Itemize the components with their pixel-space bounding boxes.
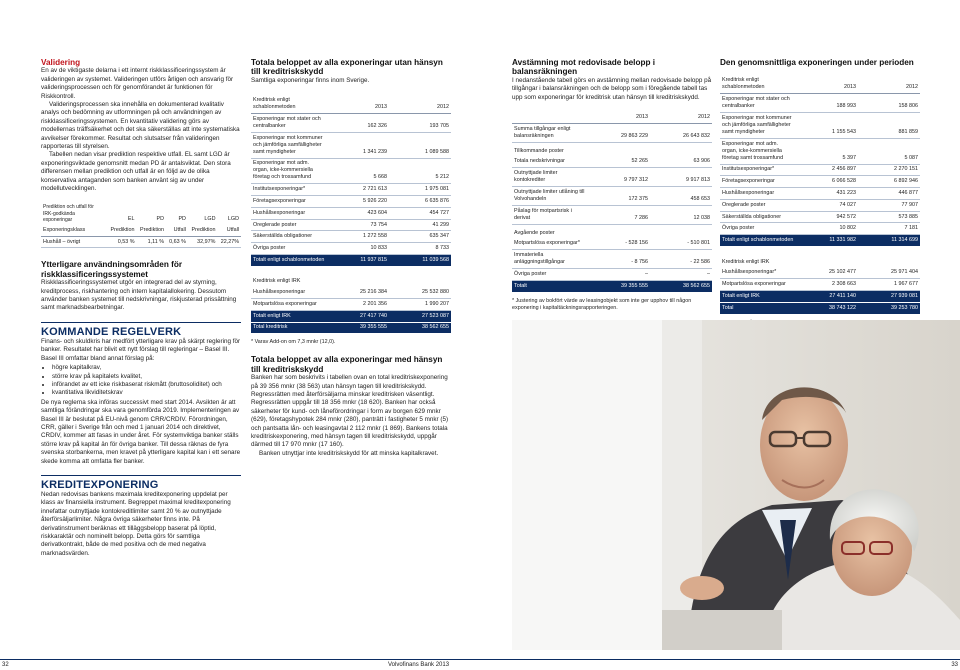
table-row <box>251 287 451 298</box>
row-label: Exponeringar mot kommuner och jämförliga samfälligheter samt myndigheter <box>251 132 327 158</box>
row-label: Exponeringar mot adm. organ, icke-kommersiella företag och trossamfund <box>251 158 327 184</box>
value-2013: 5 668 <box>327 158 389 184</box>
table-row <box>720 223 920 235</box>
exposure-without-protection-heading: Totala beloppet av alla exponeringar utan hänsyn till kreditriskskydd <box>251 58 443 77</box>
value-2013: 1 155 543 <box>796 112 858 138</box>
row-label: Totalt enligt IRK <box>251 310 327 322</box>
section-label: Kreditrisk enligt IRK <box>253 278 301 285</box>
row-label: Exponeringar mot kommuner och jämförliga samfälligheter samt myndigheter <box>720 112 796 138</box>
row-label: Motpartslösa exponeringar <box>251 298 327 310</box>
value-2012: 38 562 655 <box>389 322 451 334</box>
value-2012: 193 705 <box>389 114 451 133</box>
column-left <box>41 58 241 558</box>
value-2012 <box>650 224 712 238</box>
value-2012: 11 314 699 <box>858 235 920 247</box>
value-2012: 6 892 946 <box>858 176 920 188</box>
row-label: Motpartslösa exponeringar <box>720 279 796 291</box>
table-spacer <box>251 266 451 273</box>
row-label: Totalt enligt IRK <box>720 290 796 302</box>
table-row <box>41 236 241 248</box>
kommande-regelverk-heading: KOMMANDE REGELVERK <box>41 322 241 338</box>
table-row <box>251 207 451 219</box>
row-label: Hushållsexponeringar <box>720 188 796 200</box>
value-2013: 5 926 220 <box>327 196 389 208</box>
row-label: Övriga poster <box>512 269 588 281</box>
row-label: Företagsexponeringar <box>720 176 796 188</box>
table-section-row <box>512 142 712 156</box>
validation-paragraph-1: En av de viktigaste delarna i ett internt riskklassificeringssystem är valideringen av systemet. Valideringen utförs årligen och ansvarig för valideringsprocessen och för genomförandet är funktionen för Riskkontroll. <box>41 67 234 100</box>
value-2012: 158 806 <box>858 94 920 113</box>
usage-paragraph: Riskklassificeringssystemet utgör en integrerad del av styrning, kreditprocess, riskhantering och intern kapitalallokering. Dessutom använder banken systemet till nedskrivningar, riskjusterad prissättning samt marknadsbearbetningar. <box>41 279 237 312</box>
kreditexponering-paragraph: Nedan redovisas bankens maximala kreditexponering uppdelat per klass av finansiella instrument. Begreppet maximal kreditexponering innefattar outnyttjade kontokreditlimiter samt 20 % av outnyttjade återförsäljarlimiter. Några övriga säkerheter finns inte. På derivatinstrument beräknas ett tilläggsbelopp baserat på löptid, riskkaraktär och nominellt belopp. Detta görs för samtliga derivatkontrakt, både de med positiva och de med negativa marknadsvärden. <box>41 490 231 557</box>
table-row <box>512 239 712 250</box>
row-label: Företagsexponeringar <box>251 196 327 208</box>
cell: 22,27% <box>217 236 241 248</box>
table-row <box>720 267 920 278</box>
value-2013: - 8 756 <box>588 250 650 269</box>
value-2013: 942 572 <box>796 211 858 223</box>
table-header-2012: 2012 <box>389 95 451 113</box>
value-2012: 38 562 655 <box>650 280 712 292</box>
cell: Hushåll – övrigt <box>41 236 107 248</box>
subheader-4: Prediktion <box>188 225 218 236</box>
row-label: Säkerställda obligationer <box>251 231 327 243</box>
table-header-2013: 2013 <box>327 95 389 113</box>
value-2013: 7 286 <box>588 205 650 224</box>
header-el: EL <box>127 216 135 222</box>
table-row <box>251 298 451 310</box>
value-2012: 27 523 087 <box>389 310 451 322</box>
cell: 32,97% <box>188 236 218 248</box>
table-row <box>251 184 451 196</box>
value-2012: 454 727 <box>389 207 451 219</box>
table-total-row <box>720 290 920 302</box>
prediction-table-title: Prediktion och utfall för IRK-godkända exponeringar <box>43 204 94 223</box>
value-2013: 73 754 <box>327 219 389 231</box>
table-row <box>720 199 920 211</box>
value-2013: 25 102 477 <box>796 267 858 278</box>
table-spacer <box>720 247 920 254</box>
value-2012: 881 859 <box>858 112 920 138</box>
page-footer <box>0 659 960 670</box>
value-2012: 1 967 677 <box>858 279 920 291</box>
table-row <box>512 250 712 269</box>
row-label: Oreglerade poster <box>720 199 796 211</box>
value-2012: 11 039 568 <box>389 255 451 267</box>
spacer-cell <box>720 247 920 254</box>
table-total-row <box>251 310 451 322</box>
value-2012: 2 270 151 <box>858 164 920 176</box>
exposure-paragraph: Banken har som beskrivits i tabellen ovan en total kreditriskexponering på 39 356 mnkr (38 563) utan hänsyn tagen till kreditriskskydd. Regressrätten med återförsäljarna minskar kreditrisken väsentligt. Regressrätten uppgår till 18 356 mnkr (18 620). Banken har också säkerheter för kund- och låneförordringar i form av borgen 629 mnkr (629), företagshypotek 284 mnkr (280), panträtt i fastigheter 5 mnkr (5) och pantsatta lån- och leasingavtal 2 112 mnkr (1 869). Bankens totala kreditriskexponering, med hänsyn tagen till kreditriskskydd, uppgår därmed till 17 970 mnkr (17 160). <box>251 374 449 449</box>
subheader-3: Utfall <box>166 225 188 236</box>
table-total-row <box>720 235 920 247</box>
value-2012: 7 181 <box>858 223 920 235</box>
row-label: Institutsexponeringar* <box>720 164 796 176</box>
list-item: • högre kapitalkrav, <box>52 364 241 372</box>
row-label: Totala nedskrivningar <box>512 156 588 167</box>
value-2013: 25 216 384 <box>327 287 389 298</box>
value-2013: 39 355 555 <box>327 322 389 334</box>
table-section-row <box>251 273 451 287</box>
value-2013 <box>588 224 650 238</box>
value-2013: 431 223 <box>796 188 858 200</box>
value-2012: 458 653 <box>650 187 712 206</box>
value-2013: 172 375 <box>588 187 650 206</box>
reconciliation-table <box>512 112 712 293</box>
row-label: Tillkommande poster <box>514 147 564 154</box>
cell: 0,63 % <box>166 236 188 248</box>
value-2013: 52 265 <box>588 156 650 167</box>
table-header-2013: 2013 <box>796 75 858 93</box>
value-2013 <box>588 142 650 156</box>
row-label: Exponeringar mot stater och centralbanker <box>720 94 796 113</box>
value-2012: - 22 586 <box>650 250 712 269</box>
value-2012: – <box>650 269 712 281</box>
row-label: Immateriella anläggningstillgångar <box>512 250 588 269</box>
value-2012: 8 733 <box>389 243 451 255</box>
subheader-1: Prediktion <box>107 225 137 236</box>
table-header-2012: 2012 <box>858 75 920 93</box>
value-2012: 27 939 081 <box>858 290 920 302</box>
validation-paragraph-2: Valideringsprocessen ska innehålla en dokumenterad kvalitativ analys och bedömning av utformningen på och användningen av riskklassificeringssystemen. En kvantitativ validering görs av modellernas träffsäkerhet och det ska säkerställas att inte systematiska avvikelser förekommer. Resultat och slutsatser från valideringen rapporteras till styrelsen. <box>41 101 240 151</box>
table-total-row <box>251 255 451 267</box>
exposure-table <box>251 95 451 334</box>
table-row <box>251 231 451 243</box>
value-2013: 11 937 815 <box>327 255 389 267</box>
value-2012: 6 635 876 <box>389 196 451 208</box>
header-lgd-2: LGD <box>227 216 239 222</box>
table-row <box>251 243 451 255</box>
usage-heading: Ytterligare användningsområden för riskklassificeringssystemet <box>41 260 183 279</box>
validation-heading: Validering <box>41 58 81 67</box>
value-2013: 2 456 897 <box>796 164 858 176</box>
value-2013: 2 308 663 <box>796 279 858 291</box>
value-2012 <box>650 142 712 156</box>
value-2013: 38 743 122 <box>796 302 858 314</box>
subheader-2: Prediktion <box>137 225 167 236</box>
row-label: Säkerställda obligationer <box>720 211 796 223</box>
row-label: Summa tillgångar enligt balansräkningen <box>512 123 588 142</box>
value-2012: 1 990 207 <box>389 298 451 310</box>
table-header-label: Kreditrisk enligt schablonmetoden <box>720 75 796 93</box>
value-2012: 39 253 780 <box>858 302 920 314</box>
row-label: Övriga poster <box>720 223 796 235</box>
table-row <box>720 211 920 223</box>
photo-illustration <box>512 320 960 650</box>
value-2013: 162 326 <box>327 114 389 133</box>
reconciliation-paragraph: I nedanstående tabell görs en avstämning mellan redovisade belopp på tillgångar i balansräkningen och de belopp som i föregående tabell tas upp som exponeringar för kreditrisk utan hänsyn till kreditriskskydd. <box>512 76 712 101</box>
header-pd-1: PD <box>156 216 165 222</box>
kommande-paragraph-1: Finans- och skuldkris har medfört ytterligare krav på skärpt reglering för banker. Resultatet har blivit ett nytt förslag till regleringar – Basel III. Basel III omfattar bland annat förslag på: <box>41 337 241 362</box>
value-2012: - 510 801 <box>650 239 712 250</box>
row-label: Oreglerade poster <box>251 219 327 231</box>
row-label: Outnyttjade limiter kontokrediter <box>512 168 588 187</box>
row-label: Totalt <box>512 280 588 292</box>
row-label: Hushållsexponeringar <box>251 207 327 219</box>
table-row <box>720 112 920 138</box>
row-label: Påslag för motpartsrisk i derivat <box>512 205 588 224</box>
reconciliation-footnote: * Justering av bokfört värde av leasingobjekt som inte ger upphov till någon exponering i kapitaltäckningsrapporteringen. <box>512 297 692 311</box>
footer-publication: Volvofinans Bank 2013 <box>388 662 450 668</box>
table-row <box>512 187 712 206</box>
table-row <box>251 158 451 184</box>
table-row <box>512 123 712 142</box>
exposure-with-protection-heading: Totala beloppet av alla exponeringar med hänsyn till kreditriskskydd <box>251 355 443 374</box>
customer-photo <box>512 320 960 650</box>
value-2013: 9 797 312 <box>588 168 650 187</box>
list-item: • kvantitativa likviditetskrav <box>52 389 241 397</box>
table-grand-total-row <box>720 302 920 314</box>
table-row <box>720 176 920 188</box>
value-2013: 10 833 <box>327 243 389 255</box>
value-2013: 423 604 <box>327 207 389 219</box>
header-pd-2: PD <box>178 216 186 222</box>
page-number-left: 32 <box>2 662 9 668</box>
header-lgd-1: LGD <box>204 216 216 222</box>
table-header-2013: 2013 <box>588 112 650 123</box>
cell: 0,53 % <box>107 236 137 248</box>
table-row <box>251 114 451 133</box>
value-2012: 77 907 <box>858 199 920 211</box>
table-row <box>512 205 712 224</box>
addon-footnote: * Varav Add-on om 7,3 mnkr (12,0). <box>251 339 336 346</box>
row-label: Totalt enligt schablonmetoden <box>251 255 327 267</box>
value-2013: 1 341 239 <box>327 132 389 158</box>
average-exposure-table <box>720 75 920 314</box>
value-2012: 635 347 <box>389 231 451 243</box>
value-2013: 2 721 613 <box>327 184 389 196</box>
table-row <box>720 279 920 291</box>
row-label: Total kreditrisk <box>251 322 327 334</box>
list-item: • införandet av ett icke riskbaserat riskmått (bruttosoliditet) och <box>52 381 241 389</box>
value-2012: 9 917 813 <box>650 168 712 187</box>
row-label: Avgående poster <box>514 229 555 236</box>
row-label: Outnyttjade limiter utlåning till Volvohandeln <box>512 187 588 206</box>
basel-list <box>52 364 241 398</box>
value-2013: 10 802 <box>796 223 858 235</box>
value-2013: 29 863 229 <box>588 123 650 142</box>
value-2012: 5 212 <box>389 158 451 184</box>
row-label: Övriga poster <box>251 243 327 255</box>
table-header-2012: 2012 <box>650 112 712 123</box>
value-2013: 39 355 555 <box>588 280 650 292</box>
value-2013: 2 201 356 <box>327 298 389 310</box>
table-row <box>251 196 451 208</box>
table-row <box>251 132 451 158</box>
row-label: Hushållsexponeringar <box>251 287 327 298</box>
value-2012: 1 975 081 <box>389 184 451 196</box>
row-label: Exponeringar mot adm. organ, icke-kommersiella företag samt trossamfund <box>720 138 796 164</box>
table-row <box>512 168 712 187</box>
row-label: Exponeringar mot stater och centralbanker <box>251 114 327 133</box>
row-label: Motpartslösa exponeringar* <box>512 239 588 250</box>
list-item: • större krav på kapitalets kvalitet, <box>52 373 241 381</box>
spacer-cell <box>251 266 451 273</box>
exposure-subtitle: Samtliga exponeringar finns inom Sverige. <box>251 76 370 84</box>
value-2012: 446 877 <box>858 188 920 200</box>
validation-paragraph-3: Tabellen nedan visar prediktion respektive utfall. EL samt LGD är exponeringsviktade genomsnitt medan PD är antalsviktat. Den stora differensen mellan prediktion och utfall är en följd av de olika konservativa antaganden som banken använt sig av under modellutvecklingen. <box>41 151 231 193</box>
kommande-paragraph-2: De nya reglerna ska införas successivt med start 2014. Avsikten är att samtliga förändringar ska vara genomförda 2019. Implementeringen av Basel III är beslutat på EU-nivå genom CRR/CRDIV. Förordningen, CRR, gäller i Sverige från och med 1 januari 2014 och direktivet, CRDIV, kommer att fasas in under året. För systemviktiga banker ställs större krav på kapital än för övriga banker. Till dessa räknas de fyra svenska storbankerna, men kravet på ytterligare kapital kan i ett senare skede komma att omfatta fler banker. <box>41 398 241 465</box>
kreditexponering-heading: KREDITEXPONERING <box>41 475 241 491</box>
exposure-paragraph-2: Banken utnyttjar inte kreditriskskydd för att minska kapitalkravet. <box>259 449 439 457</box>
value-2012: 1 089 588 <box>389 132 451 158</box>
value-2012: 12 038 <box>650 205 712 224</box>
value-2013: 11 331 982 <box>796 235 858 247</box>
table-section-row <box>512 224 712 238</box>
reconciliation-heading: Avstämning mot redovisade belopp i balansräkningen <box>512 58 656 77</box>
table-total-row <box>512 280 712 292</box>
value-2012: 26 643 832 <box>650 123 712 142</box>
subheader-class: Exponeringsklass <box>41 225 107 236</box>
value-2013: - 528 156 <box>588 239 650 250</box>
value-2012: 63 906 <box>650 156 712 167</box>
value-2013: 6 066 528 <box>796 176 858 188</box>
table-row <box>251 219 451 231</box>
prediction-table <box>41 203 241 249</box>
column-right <box>720 58 920 334</box>
value-2012: 41 299 <box>389 219 451 231</box>
cell: 1,11 % <box>137 236 167 248</box>
row-label: Total <box>720 302 796 314</box>
table-header-label <box>512 112 588 123</box>
value-2012: 25 971 404 <box>858 267 920 278</box>
table-row <box>512 156 712 167</box>
page-number-right: 33 <box>951 662 958 668</box>
table-grand-total-row <box>251 322 451 334</box>
row-label: Totalt enligt schablonmetoden <box>720 235 796 247</box>
value-2013: 188 993 <box>796 94 858 113</box>
column-center-left <box>251 58 451 458</box>
subheader-5: Utfall <box>217 225 241 236</box>
table-row <box>720 164 920 176</box>
value-2012: 25 532 880 <box>389 287 451 298</box>
table-row <box>720 138 920 164</box>
row-label: Hushållsexponeringar* <box>720 267 796 278</box>
table-header-label: Kreditrisk enligt schablonmetoden <box>251 95 327 113</box>
table-row <box>512 269 712 281</box>
value-2013: – <box>588 269 650 281</box>
value-2012: 5 087 <box>858 138 920 164</box>
section-label: Kreditrisk enligt IRK <box>722 258 770 265</box>
value-2013: 5 397 <box>796 138 858 164</box>
row-label: Institutsexponeringar* <box>251 184 327 196</box>
value-2013: 27 411 140 <box>796 290 858 302</box>
table-row <box>720 188 920 200</box>
column-center-right <box>512 58 712 312</box>
value-2012: 573 885 <box>858 211 920 223</box>
value-2013: 74 027 <box>796 199 858 211</box>
table-section-row <box>720 254 920 268</box>
average-exposure-heading: Den genomsnittliga exponeringen under perioden <box>720 58 914 67</box>
value-2013: 27 417 740 <box>327 310 389 322</box>
value-2013: 1 272 558 <box>327 231 389 243</box>
table-row <box>720 94 920 113</box>
